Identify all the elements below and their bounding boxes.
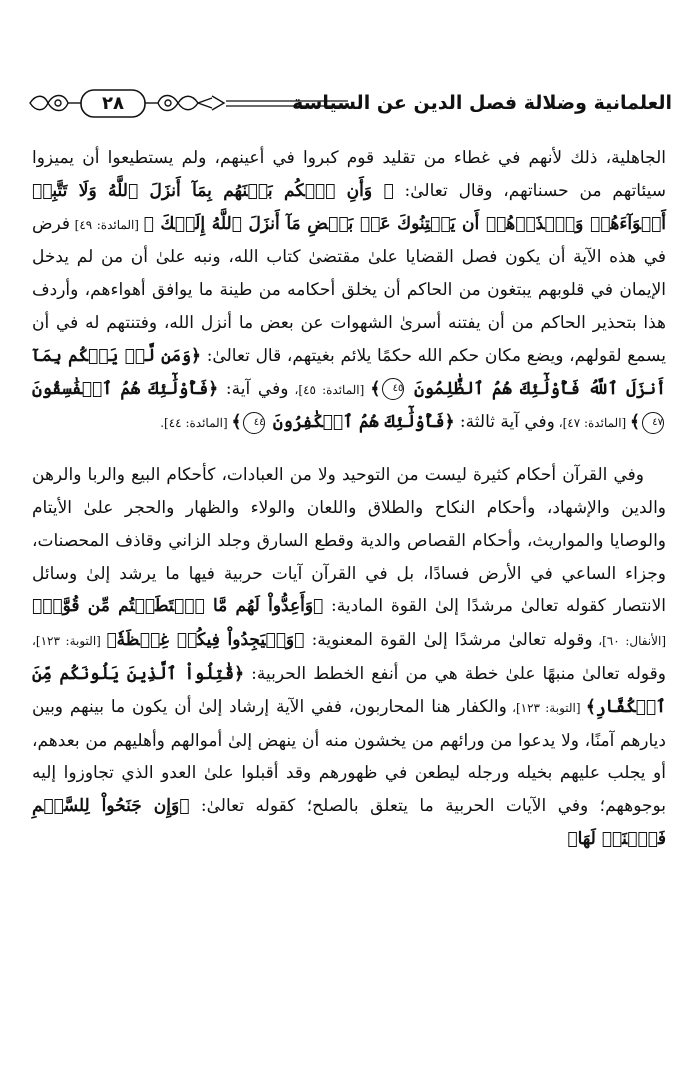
quran-verse: ﴿وَلۡيَجِدُواْ فِيكُمۡ غِلۡظَةٗ﴾ [106,630,305,651]
text-run: الجاهلية، ذلك لأنهم في غطاء من تقليد قوم كبروا في أعينهم، ولم يستطيعوا أن يميزوا سيئاتهم من حسناتهم، وقال تعالىٰ: [32,148,666,201]
verse-reference: [الأنفال: ٦٠]، [592,634,667,649]
page-body [32,142,666,856]
page-header [26,84,672,124]
ayah-number-marker: ٤٥ [382,378,404,400]
quran-verse: ﴿ وَأَنِ ٱحۡكُم بَيۡنَهُم بِمَآ أَنزَلَ ٱللَّهُ وَلَا تَتَّبِعۡ أَهۡوَآءَهُمۡ وَٱحۡذَرۡهُمۡ أَن يَفۡتِنُوكَ عَنۢ بَعۡضِ مَآ أَنزَلَ ٱللَّهُ إِلَيۡكَ ﴾ [32,180,667,234]
quran-verse: ﴿وَأَعِدُّواْ لَهُم مَّا ٱسۡتَطَعۡتُم مِّن قُوَّةٖ﴾ [32,596,324,617]
verse-close-bracket: ﴾ [630,412,640,433]
quran-verse: ﴿فَأُوْلَٰٓئِكَ هُمُ ٱلۡكَٰفِرُونَ [272,412,455,433]
verse-close-bracket: ﴾ [370,378,381,399]
verse-reference: [المائدة: ٤٤]. [160,416,232,431]
text-run: وفي القرآن أحكام كثيرة ليست من التوحيد ولا من العبادات، كأحكام البيع والربا والرهن والدين والإشهاد، وأحكام النكاح والطلاق واللعان والولاء والظهار والحجر علىٰ الأيتام والوصايا والمواريث، وأحكام القصاص والدية وقطع السارق وجلد الزاني وقاذف المحصنات، وجزاء الساعي في الأرض فسادًا، بل في القرآن آيات حربية فيها ما يرشد إلىٰ وسائل الانتصار كقوله تعالىٰ مرشدًا إلىٰ القوة المادية: [32,465,666,617]
text-run: وقوله تعالىٰ مرشدًا إلىٰ القوة المعنوية: [304,630,593,651]
verse-reference: [التوبة: ١٢٣]، [32,634,107,649]
quran-verse: ﴿وَإِن جَنَحُواْ لِلسَّلۡمِ فَٱجۡنَحۡ لَهَا﴾ [32,796,666,849]
verse-reference: [المائدة: ٤٥]، [288,382,371,397]
verse-reference: [المائدة: ٤٩] [70,217,144,232]
ayah-number-marker: ٤٧ [642,412,664,434]
paragraph [32,142,666,440]
quran-verse: ﴿قَٰتِلُواْ ٱلَّذِينَ يَلُونَكُم مِّنَ ٱلۡكُفَّارِ﴾ [32,663,666,717]
verse-close-bracket: ﴾ [231,412,242,433]
text-run: فرض في هذه الآية أن يكون فصل القضايا علىٰ مقتضىٰ كتاب الله، ونبه علىٰ أن من لم يدخل الإيمان في قلوبهم يبتغون من الحاكم أن يخلق أحكامه من طينة ما يوافق أهواءهم، وأردف هذا بتحذير الحاكم من أن يفتنه أسرىٰ الشهوات عن بعض ما أنزل الله، وفتنتهم له في أن يسمع لقولهم، ويضع مكان حكم الله حكمًا يلائم بغيتهم، قال تعالىٰ: [32,213,666,366]
text-run: وقوله تعالىٰ منبهًا علىٰ خطة هي من أنفع الخطط الحربية: [244,663,666,684]
paragraph [32,459,666,856]
ayah-number-marker: ٤٤ [243,412,265,434]
running-title: العلمانية وضلالة فصل الدين عن السياسة [292,92,672,114]
text-run: وفي آية ثالثة: [454,412,555,433]
quran-verse: ﴿فَأُوْلَٰٓئِكَ هُمُ ٱلۡفَٰسِقُونَ [32,378,219,399]
page-number: ٢٨ [102,93,124,114]
verse-reference: [التوبة: ١٢٣]، [506,700,586,715]
text-run: والكفار هنا المحاربون، ففي الآية إرشاد إلىٰ أن يكون ما بينهم وبين ديارهم آمنًا، ولا يدعوا من ورائهم من يخشون منه أن ينهض إلىٰ أموالهم وأهليهم من بعدهم، أو يجلب عليهم بخيله ورجله ليطعن في ظهورهم وقد أقبلوا علىٰ العدو الذي تجاوزوا إليه بوجوههم؛ وفي الآيات الحربية ما يتعلق بالصلح؛ كقوله تعالىٰ: [32,696,666,817]
quran-verse: ﴿وَمَن لَّمۡ يَحۡكُم بِمَآ أَنزَلَ ٱللَّهُ فَأُوْلَٰٓئِكَ هُمُ ٱلظَّٰلِمُونَ [32,345,667,399]
text-run: وفي آية: [218,378,289,399]
verse-reference: [المائدة: ٤٧]، [554,416,631,431]
